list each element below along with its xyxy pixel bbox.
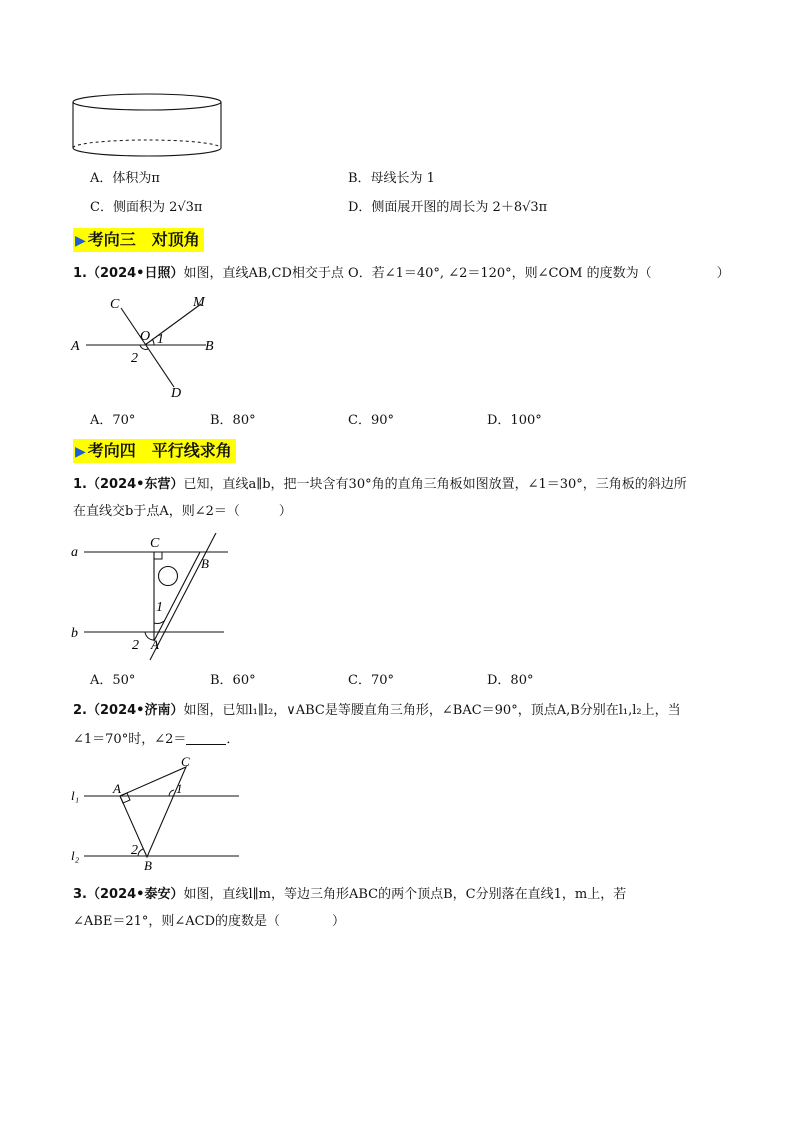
- figure-isosceles-triangle: [66, 753, 244, 873]
- label-A: A: [113, 781, 121, 796]
- s4-option-c: C．70°: [348, 673, 394, 688]
- figure-intersecting-lines: [66, 290, 236, 402]
- s3-option-b: B．80°: [210, 413, 256, 428]
- label-B: B: [144, 858, 152, 873]
- question-number: 3.: [73, 887, 87, 902]
- question-number: 1.: [73, 477, 87, 492]
- question-text-end: ．: [226, 732, 240, 747]
- question-s4-1: [73, 476, 687, 521]
- option-b: B．母线长为 1: [348, 171, 435, 186]
- label-B: B: [201, 556, 209, 571]
- section-title: 考向四 平行线求角: [87, 441, 232, 460]
- option-d: D．侧面展开图的周长为 2＋8√3π: [348, 200, 548, 215]
- label-C: C: [181, 754, 190, 769]
- label-a: a: [71, 545, 78, 560]
- label-C: C: [150, 536, 160, 551]
- question-source: （2024•日照）: [86, 266, 184, 281]
- s3-option-d: D．100°: [487, 413, 542, 428]
- question-text-line2: ∠1＝70°时，∠2＝: [73, 732, 187, 747]
- question-text-line2: ∠ABE＝21°，则∠ACD的度数是（ ）: [73, 914, 346, 929]
- label-1: 1: [157, 332, 164, 347]
- label-l1: l₁: [71, 788, 80, 803]
- question-text-line2: 在直线交b于点A，则∠2＝（ ）: [73, 504, 292, 519]
- option-c: C．侧面积为 2√3π: [90, 200, 203, 215]
- question-s3-1: [73, 265, 730, 283]
- label-D: D: [171, 386, 182, 401]
- section-title: 考向三 对顶角: [87, 230, 200, 249]
- question-number: 2.: [73, 703, 87, 718]
- label-A: A: [151, 637, 159, 652]
- triangle-marker-icon: ▶: [75, 233, 86, 249]
- question-number: 1.: [73, 266, 87, 281]
- question-source: （2024•泰安）: [86, 887, 184, 902]
- figure-set-square: [66, 533, 236, 661]
- label-A: A: [71, 339, 80, 354]
- label-b: b: [71, 626, 78, 641]
- option-a: A．体积为π: [90, 171, 160, 186]
- question-text-line1: 如图，已知l₁∥l₂，∨ABC是等腰直角三角形，∠BAC＝90°，顶点A,B分别在l₁,l₂上，当: [183, 703, 681, 718]
- label-1: 1: [176, 781, 183, 796]
- question-text: 如图，直线AB,CD相交于点 O．若∠1＝40°, ∠2＝120°，则∠COM 的度数为（ ）: [183, 266, 730, 281]
- label-2: 2: [132, 638, 139, 653]
- s4-option-a: A．50°: [90, 673, 136, 688]
- label-1: 1: [156, 600, 163, 615]
- cylinder-figure: [66, 90, 228, 162]
- s3-option-a: A．70°: [90, 413, 136, 428]
- s3-option-c: C．90°: [348, 413, 394, 428]
- s4-option-d: D．80°: [487, 673, 534, 688]
- label-C: C: [110, 297, 120, 312]
- triangle-marker-icon: ▶: [75, 444, 86, 460]
- s4-option-b: B．60°: [210, 673, 256, 688]
- section-header-parallel-lines: [73, 439, 236, 463]
- question-s4-2: [73, 702, 681, 749]
- question-s4-3: [73, 886, 626, 931]
- section-header-vertical-angles: [73, 228, 204, 252]
- question-text-line1: 已知，直线a∥b，把一块含有30°角的直角三角板如图放置，∠1＝30°，三角板的斜边所: [183, 477, 687, 492]
- label-O: O: [140, 329, 151, 344]
- question-text-line1: 如图，直线l∥m，等边三角形ABC的两个顶点B，C分别落在直线1，m上，若: [183, 887, 627, 902]
- label-B: B: [205, 339, 214, 354]
- answer-blank[interactable]: [186, 732, 226, 745]
- label-2: 2: [131, 351, 138, 366]
- label-M: M: [193, 295, 205, 310]
- question-source: （2024•济南）: [86, 703, 184, 718]
- label-2: 2: [131, 843, 138, 858]
- question-source: （2024•东营）: [86, 477, 184, 492]
- label-l2: l₂: [71, 848, 80, 863]
